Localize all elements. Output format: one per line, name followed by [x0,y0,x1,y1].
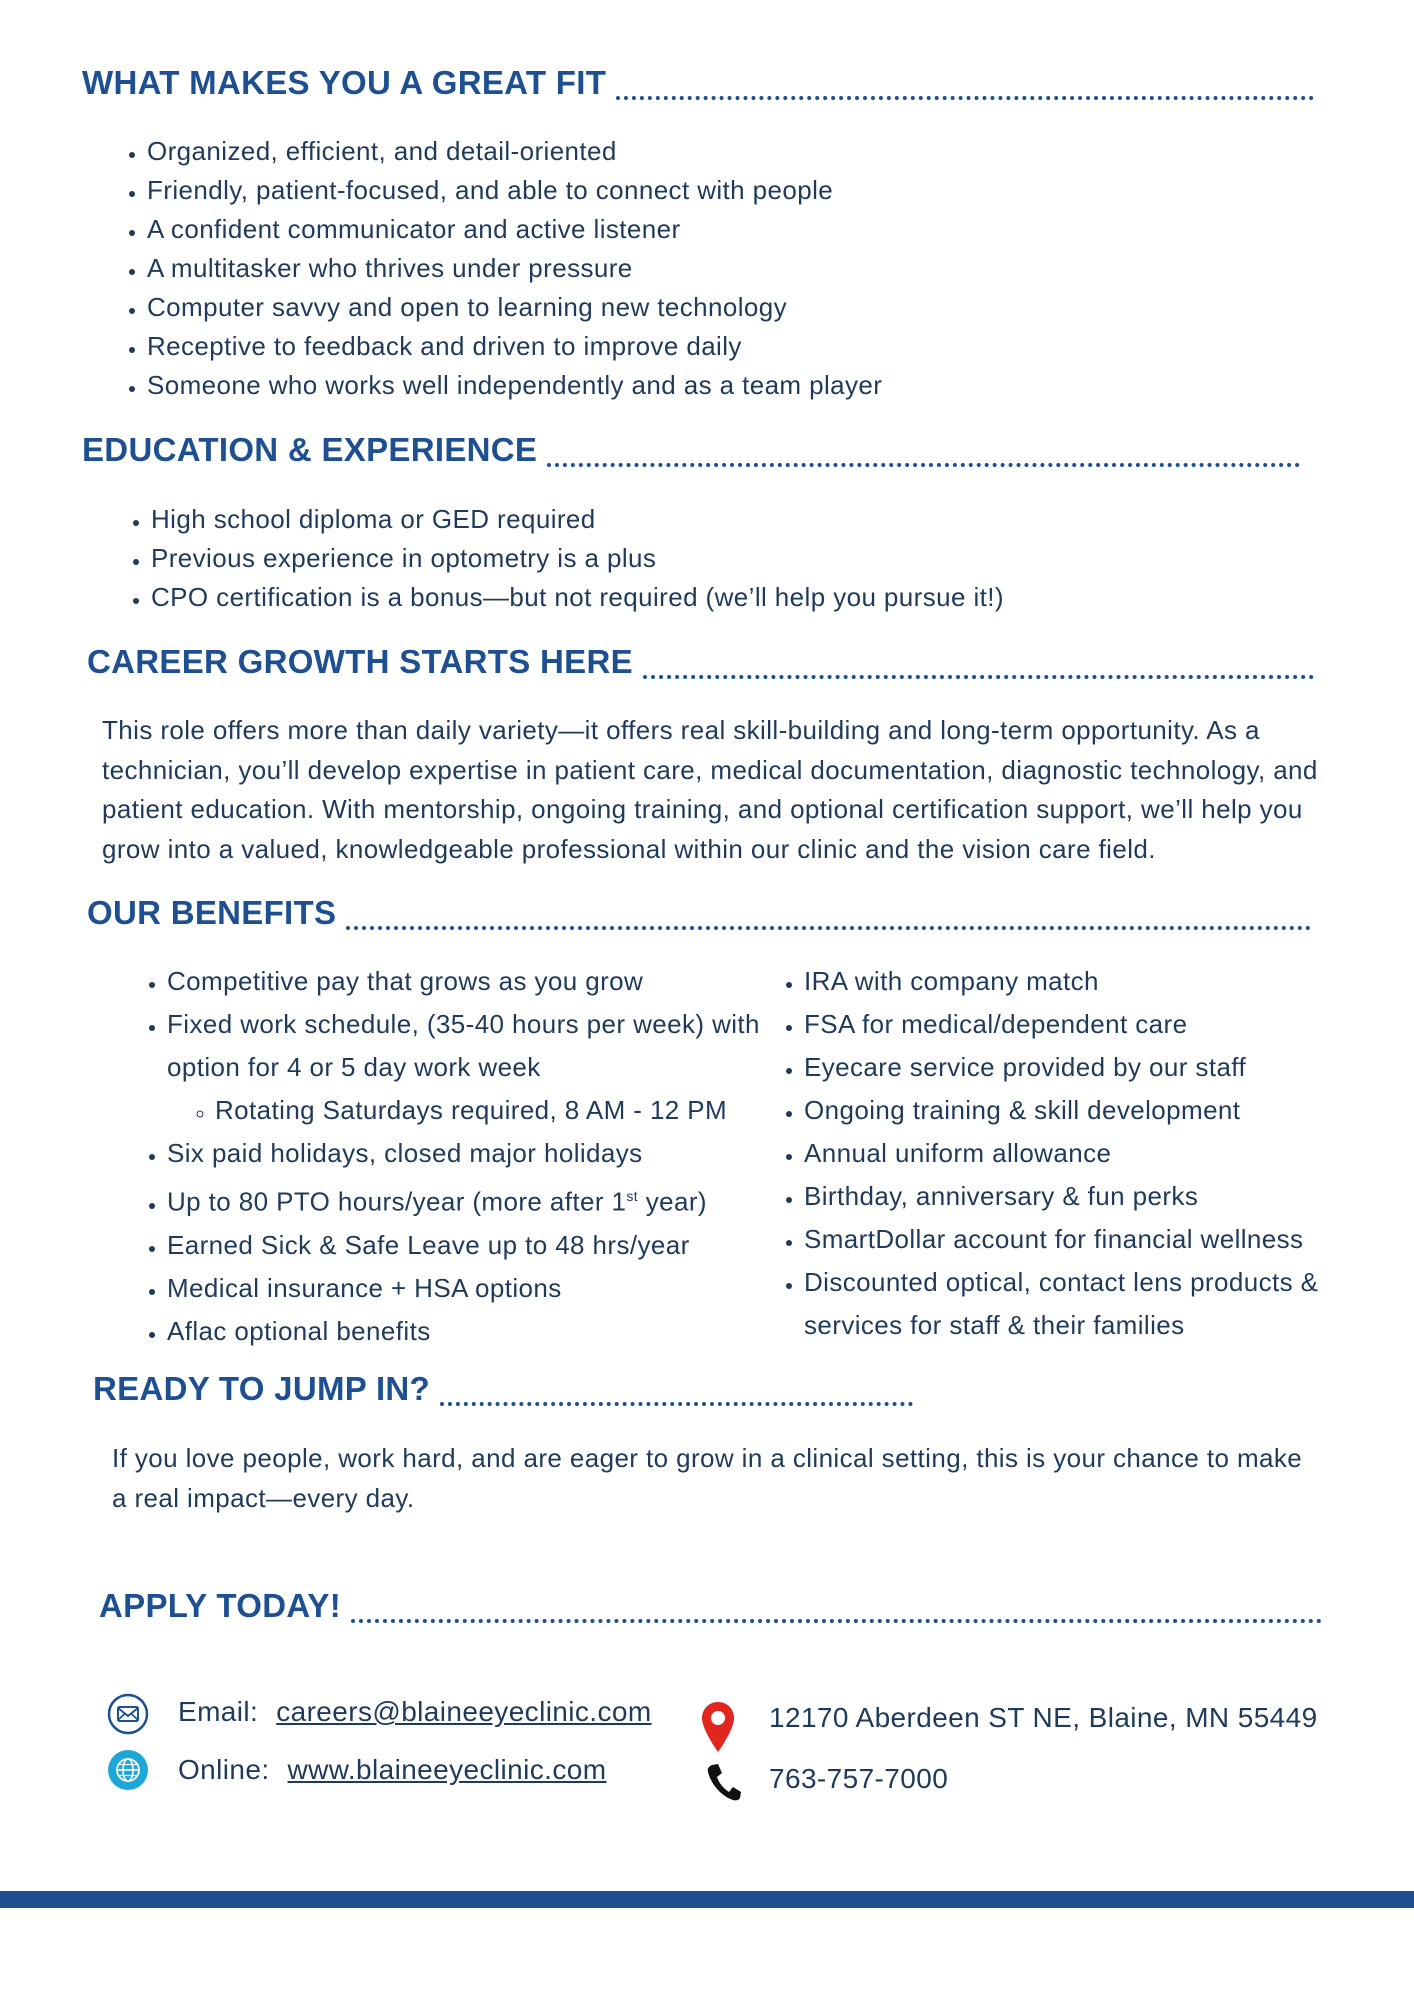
list-item: • Eyecare service provided by our staff [804,1046,1364,1089]
list-item: • Organized, efficient, and detail-oriented [147,132,1247,171]
list-item-text: year) [638,1186,707,1217]
section-heading-career-growth [87,643,1314,689]
superscript: st [626,1188,639,1204]
list-item: • IRA with company match [804,960,1364,1003]
list-item: • High school diploma or GED required [151,500,1251,539]
ready-paragraph: If you love people, work hard, and are eager to grow in a clinical setting, this is your chance to make a real impact—every day. [112,1443,1303,1513]
address-row [769,1698,1318,1738]
website-link[interactable]: www.blaineeyeclinic.com [287,1754,607,1785]
list-item: • Birthday, anniversary & fun perks [804,1175,1364,1218]
list-item [167,1003,767,1132]
address-text: 12170 Aberdeen ST NE, Blaine, MN 55449 [769,1702,1318,1733]
list-item: • A multitasker who thrives under pressure [147,249,1247,288]
section-heading-ready [93,1370,913,1416]
education-list [109,500,1251,617]
list-item: • Friendly, patient-focused, and able to connect with people [147,171,1247,210]
phone-text[interactable]: 763-757-7000 [769,1763,949,1794]
list-item: • FSA for medical/dependent care [804,1003,1364,1046]
heading-text: EDUCATION & EXPERIENCE [82,431,538,468]
heading-dotted-leader [643,675,1314,679]
heading-dotted-leader [616,96,1314,100]
list-item [167,1175,767,1224]
website-row [178,1750,606,1790]
list-item: • Earned Sick & Safe Leave up to 48 hrs/year [167,1224,767,1267]
email-label: Email: [178,1696,259,1727]
section-heading-education [82,431,1300,477]
globe-icon [106,1748,150,1792]
sub-list [167,1089,767,1132]
phone-icon [706,1762,742,1802]
career-growth-paragraph: This role offers more than daily variety—it offers real skill-building and long-term opportunity. As a technician, you’ll develop expertise in patient care, medical documentation, diagnostic technology, and patient education. With mentorship, ongoing training, and optional certification support, we’ll help you grow into a valued, knowledgeable professional within our clinic and the vision care field. [102,715,1318,864]
website-label: Online: [178,1754,270,1785]
heading-text: WHAT MAKES YOU A GREAT FIT [82,64,607,101]
list-item: • Computer savvy and open to learning new technology [147,288,1247,327]
list-item: • Receptive to feedback and driven to improve daily [147,327,1247,366]
heading-text: APPLY TODAY! [99,1587,342,1624]
list-item: • Someone who works well independently and as a team player [147,366,1247,405]
heading-dotted-leader [547,463,1300,467]
list-item: • Ongoing training & skill development [804,1089,1364,1132]
list-item: • Annual uniform allowance [804,1132,1364,1175]
great-fit-list [105,132,1247,405]
benefits-list-right [768,960,1364,1347]
list-item-text: Fixed work schedule, (35-40 hours per week) with option for 4 or 5 day work week [167,1009,760,1082]
phone-row [769,1759,948,1799]
email-row [178,1692,652,1732]
list-item: • SmartDollar account for financial wellness [804,1218,1364,1261]
list-item: • Discounted optical, contact lens products & services for staff & their families [804,1261,1364,1347]
heading-dotted-leader [351,1619,1322,1623]
list-item: • CPO certification is a bonus—but not required (we’ll help you pursue it!) [151,578,1251,617]
list-item: • Previous experience in optometry is a plus [151,539,1251,578]
location-pin-icon [700,1700,736,1754]
list-item: • Six paid holidays, closed major holidays [167,1132,767,1175]
email-link[interactable]: careers@blaineeyeclinic.com [276,1696,652,1727]
list-item: • A confident communicator and active listener [147,210,1247,249]
footer-bar [0,1891,1414,1908]
sub-list-item: ◦ Rotating Saturdays required, 8 AM - 12 PM [215,1089,767,1132]
list-item: • Competitive pay that grows as you grow [167,960,767,1003]
envelope-icon [106,1692,150,1736]
heading-text: OUR BENEFITS [87,894,337,931]
heading-text: CAREER GROWTH STARTS HERE [87,643,633,680]
list-item: • Aflac optional benefits [167,1310,767,1353]
section-heading-benefits [87,894,1311,940]
list-item: • Medical insurance + HSA options [167,1267,767,1310]
section-heading-apply [99,1587,1322,1633]
heading-text: READY TO JUMP IN? [93,1370,431,1407]
benefits-list-left [131,960,767,1353]
section-heading-great-fit [82,64,1314,110]
list-item-text: Up to 80 PTO hours/year (more after 1 [167,1186,627,1217]
heading-dotted-leader [440,1402,913,1406]
heading-dotted-leader [346,926,1311,930]
